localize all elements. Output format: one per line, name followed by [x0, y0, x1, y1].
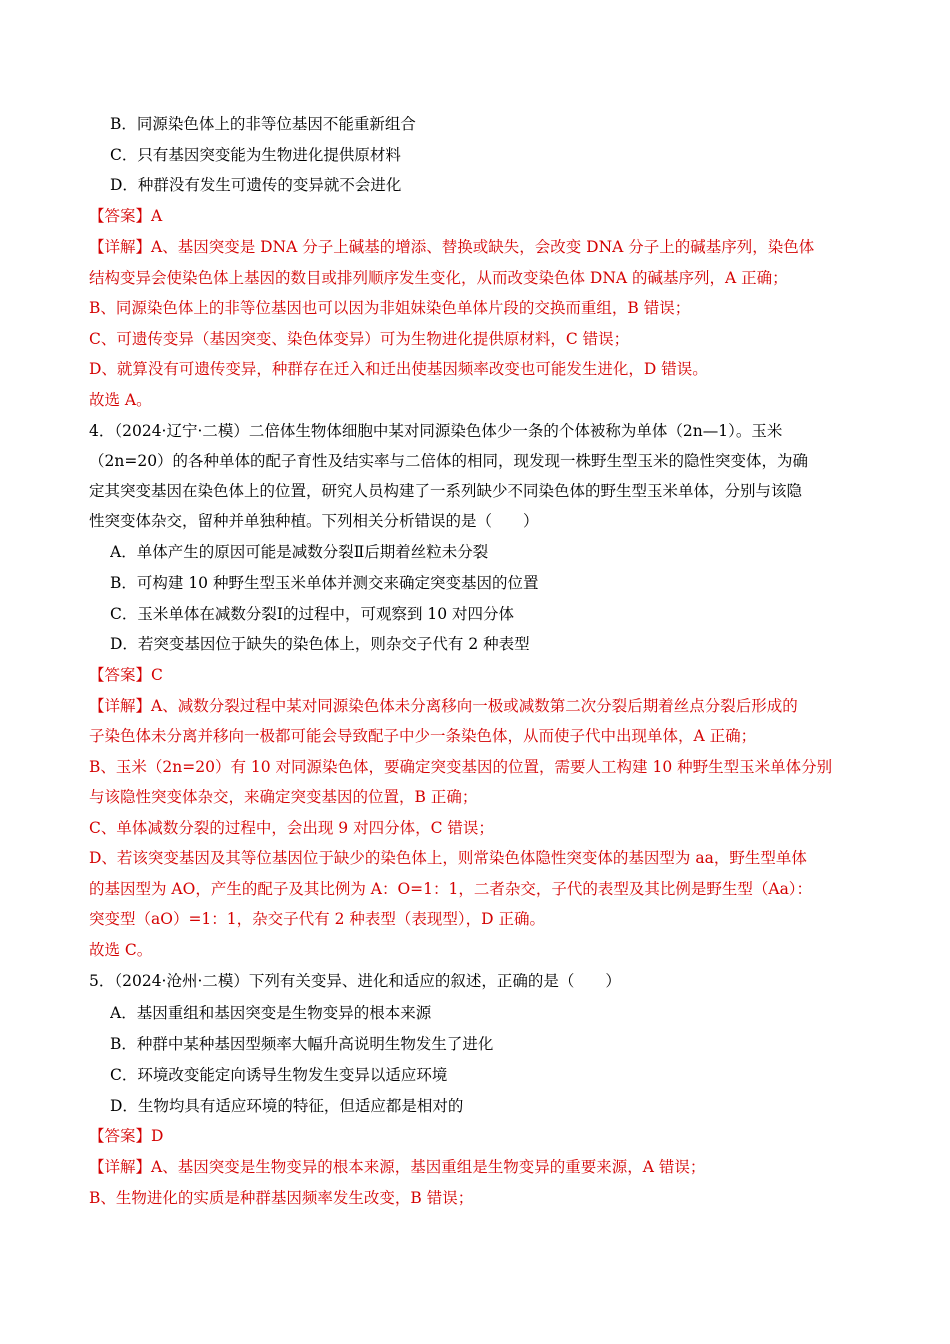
q3-option-c: C．只有基因突变能为生物进化提供原材料	[110, 146, 401, 164]
q5-stem: 5．（2024·沧州·二模）下列有关变异、进化和适应的叙述，正确的是（ ）	[89, 972, 621, 990]
q3-detail-line: 结构变异会使染色体上基因的数目或排列顺序发生变化，从而改变染色体 DNA 的碱基序列，A 正确；	[89, 269, 788, 287]
q3-detail-line: C、可遗传变异（基因突变、染色体变异）可为生物进化提供原材料，C 错误；	[89, 330, 630, 348]
q4-stem-line: 定其突变基因在染色体上的位置，研究人员构建了一系列缺少不同染色体的野生型玉米单体，分别与该隐	[89, 482, 803, 500]
q5-answer: 【答案】D	[89, 1127, 164, 1145]
q4-detail-line: C、单体减数分裂的过程中，会出现 9 对四分体，C 错误；	[89, 819, 494, 837]
q3-detail-line: D、就算没有可遗传变异，种群存在迁入和迁出使基因频率改变也可能发生进化，D 错误。	[89, 360, 708, 378]
q4-detail-line: B、玉米（2n=20）有 10 对同源染色体，要确定突变基因的位置，需要人工构建 10 种野生型玉米单体分别	[89, 758, 833, 776]
q4-option-b: B．可构建 10 种野生型玉米单体并测交来确定突变基因的位置	[110, 574, 539, 592]
q4-detail-line: 子染色体未分离并移向一极都可能会导致配子中少一条染色体，从而使子代中出现单体，A 正确；	[89, 727, 757, 745]
q4-option-a: A．单体产生的原因可能是减数分裂Ⅱ后期着丝粒未分裂	[110, 543, 489, 561]
q3-detail-line: 【详解】A、基因突变是 DNA 分子上碱基的增添、替换或缺失，会改变 DNA 分子上的碱基序列，染色体	[89, 238, 815, 256]
q4-detail-line: D、若该突变基因及其等位基因位于缺少的染色体上，则常染色体隐性突变体的基因型为 aa，野生型单体	[89, 849, 807, 867]
q5-option-c: C．环境改变能定向诱导生物发生变异以适应环境	[110, 1066, 448, 1084]
q4-stem-line: （2n=20）的各种单体的配子育性及结实率与二倍体的相同，现发现一株野生型玉米的隐性突变体，为确	[89, 452, 809, 470]
q4-conclusion: 故选 C。	[89, 941, 153, 959]
q3-answer: 【答案】A	[89, 207, 163, 225]
q4-stem-line: 4．（2024·辽宁·二模）二倍体生物体细胞中某对同源染色体少一条的个体被称为单体（2n—1）。玉米	[89, 422, 783, 440]
q3-conclusion: 故选 A。	[89, 391, 152, 409]
q5-option-d: D．生物均具有适应环境的特征，但适应都是相对的	[110, 1097, 464, 1115]
q4-answer: 【答案】C	[89, 666, 163, 684]
q5-detail-line: 【详解】A、基因突变是生物变异的根本来源，基因重组是生物变异的重要来源，A 错误；	[89, 1158, 706, 1176]
q4-stem-line: 性突变体杂交，留种并单独种植。下列相关分析错误的是（ ）	[89, 512, 539, 530]
q4-detail-line: 【详解】A、减数分裂过程中某对同源染色体未分离移向一极或减数第二次分裂后期着丝点分裂后形成的	[89, 697, 798, 715]
q5-detail-line: B、生物进化的实质是种群基因频率发生改变，B 错误；	[89, 1189, 474, 1207]
q3-option-d: D．种群没有发生可遗传的变异就不会进化	[110, 176, 402, 194]
q4-detail-line: 的基因型为 AO，产生的配子及其比例为 A：O=1：1，二者杂交，子代的表型及其比例是野生型（Aa）：	[89, 880, 813, 898]
q5-option-b: B．种群中某种基因型频率大幅升高说明生物发生了进化	[110, 1035, 494, 1053]
q4-option-d: D．若突变基因位于缺失的染色体上，则杂交子代有 2 种表型	[110, 635, 530, 653]
q3-detail-line: B、同源染色体上的非等位基因也可以因为非姐妹染色单体片段的交换而重组，B 错误；	[89, 299, 691, 317]
q4-detail-line: 与该隐性突变体杂交，来确定突变基因的位置，B 正确；	[89, 788, 478, 806]
q4-detail-line: 突变型（aO）=1：1，杂交子代有 2 种表型（表现型），D 正确。	[89, 910, 545, 928]
q5-option-a: A．基因重组和基因突变是生物变异的根本来源	[110, 1004, 432, 1022]
q4-option-c: C．玉米单体在减数分裂Ⅰ的过程中，可观察到 10 对四分体	[110, 605, 515, 623]
q3-option-b: B．同源染色体上的非等位基因不能重新组合	[110, 115, 416, 133]
